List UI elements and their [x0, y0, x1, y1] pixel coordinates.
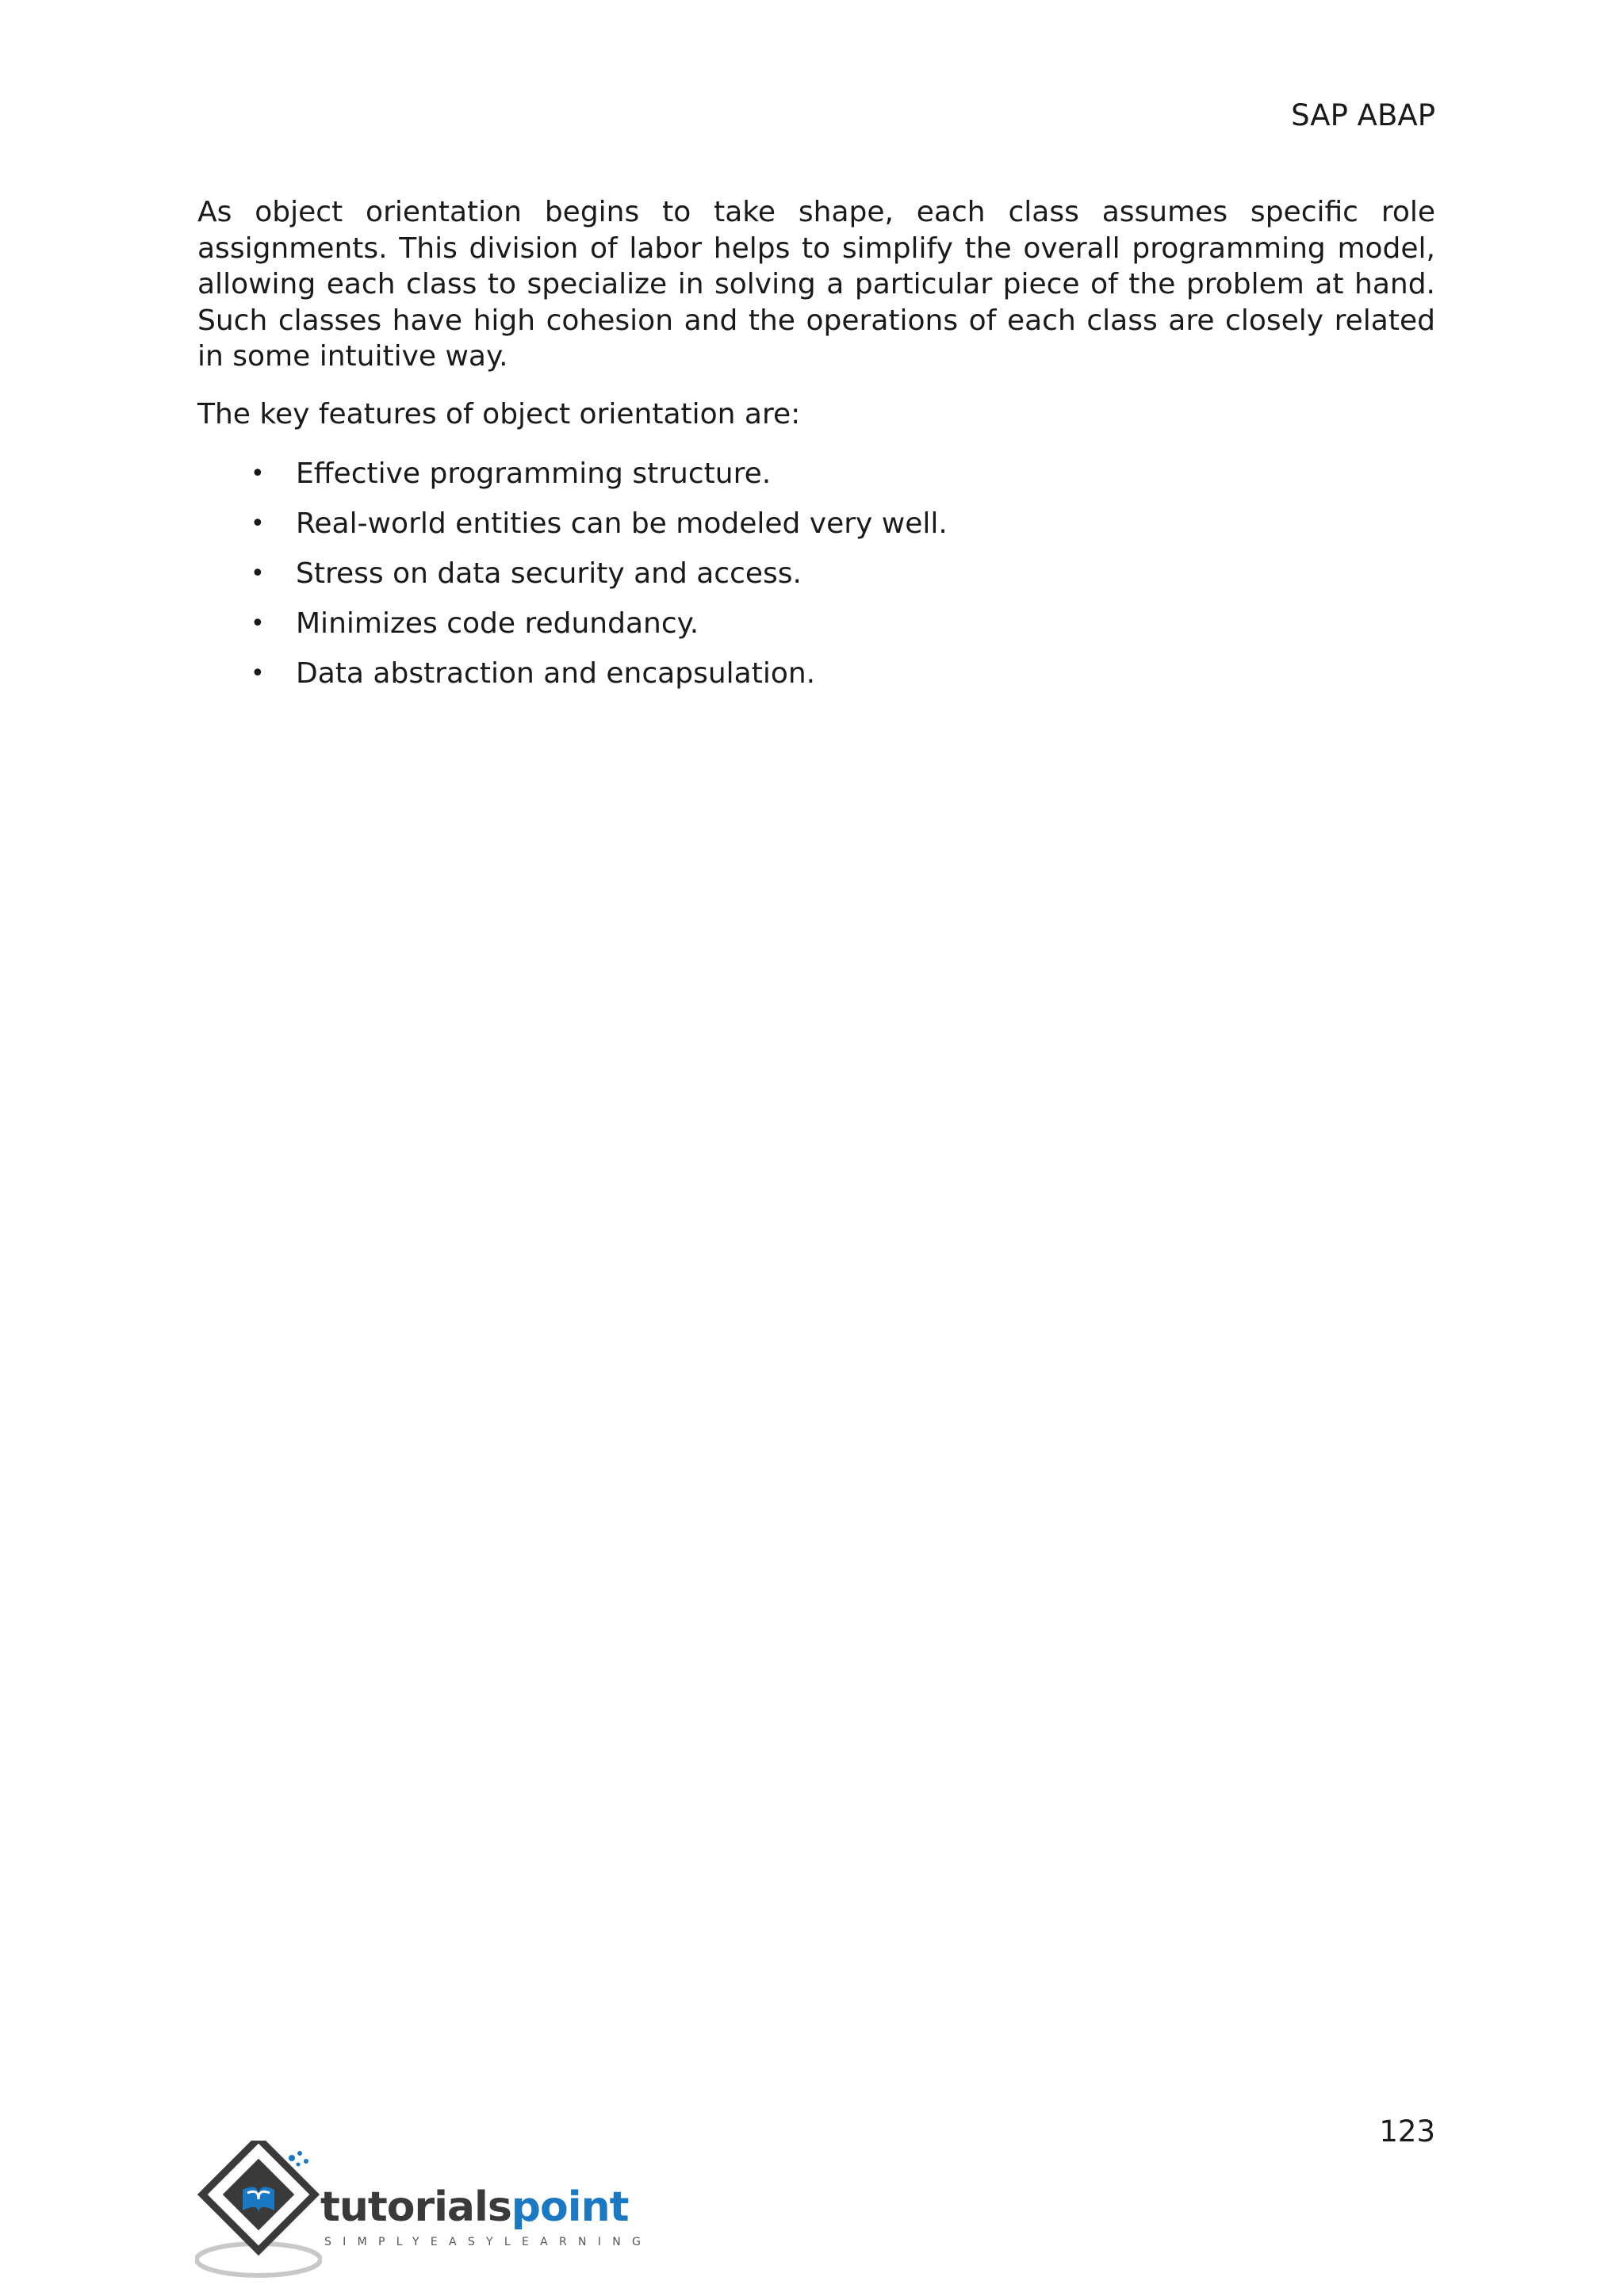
page-number: 123: [1379, 2114, 1435, 2149]
list-item: [197, 606, 1435, 656]
bullet-icon: •: [251, 560, 265, 587]
list-item-text: Minimizes code redundancy.: [296, 607, 699, 640]
bullet-icon: •: [251, 660, 265, 687]
list-item-text: Stress on data security and access.: [296, 557, 802, 590]
list-item-text: Data abstraction and encapsulation.: [296, 657, 816, 690]
page-body: [197, 194, 1435, 706]
bullet-icon: •: [251, 610, 265, 637]
features-intro: The key features of object orientation are:: [197, 397, 801, 430]
bullet-icon: •: [251, 510, 265, 538]
running-header: SAP ABAP: [1291, 98, 1435, 132]
list-item: [197, 506, 1435, 556]
list-item-text: Real-world entities can be modeled very well.: [296, 507, 948, 540]
list-item-text: Effective programming structure.: [296, 457, 772, 490]
bullet-icon: •: [251, 460, 265, 488]
tutorialspoint-logo: [195, 2141, 653, 2283]
features-list: [197, 456, 1435, 706]
logo-emblem-icon: [195, 2141, 322, 2283]
list-item: [197, 456, 1435, 506]
logo-tagline: SIMPLYEASYLEARNING: [324, 2236, 653, 2248]
body-paragraph: As object orientation begins to take shape, each class assumes specific role assignments. This division of labor helps to simplify the overall programming model, allowing each class to specialize in solving a particular piece of the problem at hand. Such classes have high cohesion and the operations of each class are closely related in some intuitive way.: [197, 196, 1435, 373]
list-item: [197, 656, 1435, 706]
list-item: [197, 556, 1435, 606]
logo-wordmark: tutorialspoint: [320, 2183, 629, 2231]
